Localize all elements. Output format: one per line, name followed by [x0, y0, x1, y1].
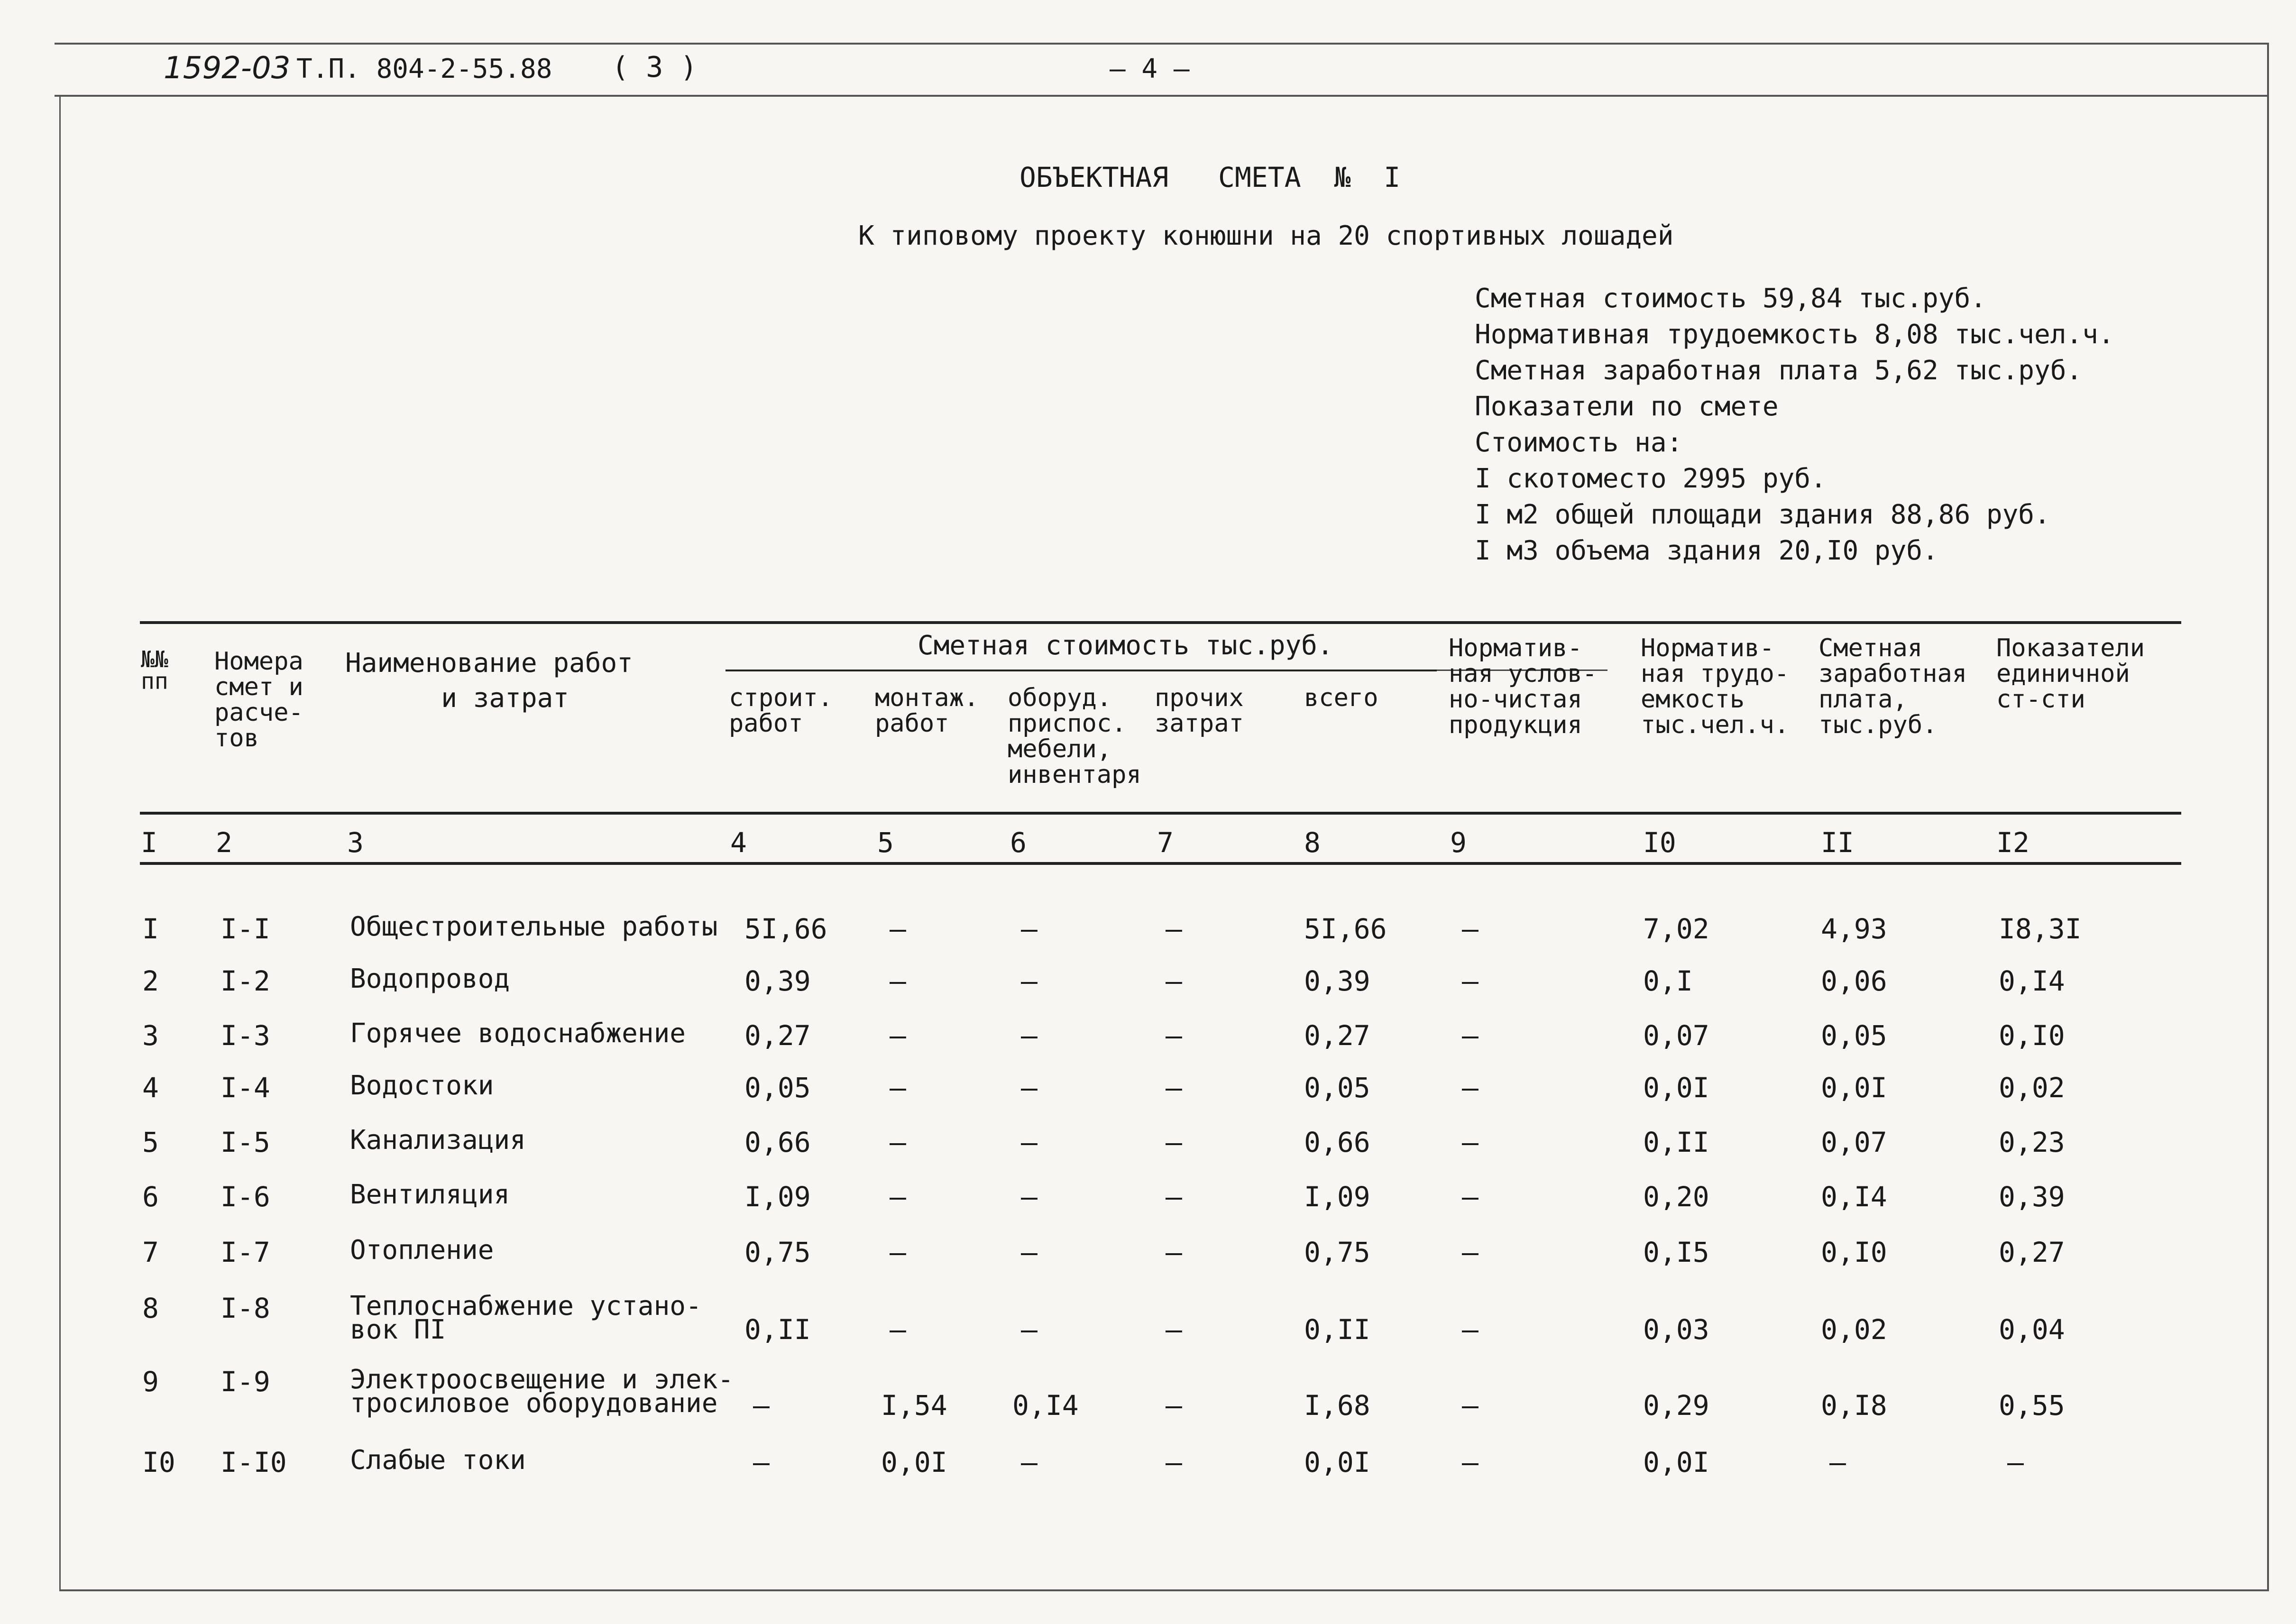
doc-code: Т.П. 804-2-55.88 — [296, 54, 552, 84]
value-cell: 0,0I — [1643, 1072, 1709, 1104]
group-header: Сметная стоимость тыс.руб. — [918, 630, 1333, 661]
column-number: I2 — [1996, 826, 2030, 859]
value-cell: – — [1166, 1236, 1182, 1268]
column-number: 2 — [216, 826, 232, 859]
value-cell: 0,06 — [1821, 965, 1887, 997]
value-cell: 0,02 — [1999, 1072, 2065, 1104]
value-cell: – — [1166, 913, 1182, 945]
frame-bottom-line — [59, 1589, 2269, 1591]
value-cell: – — [890, 965, 906, 997]
value-cell: – — [1462, 913, 1479, 945]
value-cell: 0,II — [1643, 1126, 1709, 1158]
value-cell: 0,07 — [1643, 1019, 1709, 1052]
frame-right-line — [2267, 43, 2269, 1591]
value-cell: 0,I0 — [1821, 1236, 1887, 1268]
value-cell: 0,I — [1643, 965, 1693, 997]
value-cell: 0,29 — [1643, 1389, 1709, 1422]
summary-line: Сметная заработная плата 5,62 тыс.руб. — [1475, 355, 2083, 386]
value-cell: – — [1021, 1313, 1038, 1346]
value-cell: I8,3I — [1999, 913, 2082, 945]
work-name: Вентиляция — [350, 1179, 510, 1210]
value-cell: 0,03 — [1643, 1313, 1709, 1346]
value-cell: – — [890, 1126, 906, 1158]
frame-left-line — [59, 95, 61, 1591]
value-cell: – — [1462, 965, 1479, 997]
estimate-number: I-3 — [220, 1019, 270, 1052]
work-name: Общестроительные работы — [350, 911, 718, 942]
value-cell: – — [1021, 1072, 1038, 1104]
value-cell: 5I,66 — [1304, 913, 1387, 945]
header-cell: строит. работ — [729, 684, 833, 738]
value-cell: – — [1166, 1313, 1182, 1346]
header-cell: прочих затрат — [1155, 684, 1244, 738]
value-cell: 0,II — [1304, 1313, 1370, 1346]
value-cell: – — [1021, 913, 1038, 945]
work-name: Водопровод — [350, 963, 510, 994]
value-cell: – — [890, 1019, 906, 1052]
value-cell: 0,39 — [1304, 965, 1370, 997]
value-cell: 4,93 — [1821, 913, 1887, 945]
header-cell: оборуд. приспос. мебели, инвентаря — [1008, 684, 1141, 789]
value-cell: – — [1166, 1072, 1182, 1104]
estimate-number: I-I — [220, 913, 270, 945]
estimate-number: I-7 — [220, 1236, 270, 1268]
row-number: I0 — [142, 1446, 175, 1478]
value-cell: – — [1462, 1181, 1479, 1213]
value-cell: 0,23 — [1999, 1126, 2065, 1158]
value-cell: 0,I8 — [1821, 1389, 1887, 1422]
header-cell: Наименование работ и затрат — [345, 648, 633, 714]
value-cell: – — [1021, 1446, 1038, 1478]
value-cell: I,09 — [744, 1181, 811, 1213]
estimate-number: I-5 — [220, 1126, 270, 1158]
value-cell: – — [1462, 1019, 1479, 1052]
page-number: — 4 — — [1110, 54, 1190, 84]
estimate-number: I-6 — [220, 1181, 270, 1213]
value-cell: 0,I5 — [1643, 1236, 1709, 1268]
value-cell: – — [1021, 1181, 1038, 1213]
row-number: 2 — [142, 965, 159, 997]
value-cell: – — [890, 1181, 906, 1213]
row-number: 9 — [142, 1366, 159, 1398]
value-cell: 7,02 — [1643, 913, 1709, 945]
summary-line: I скотоместо 2995 руб. — [1475, 463, 1827, 494]
value-cell: – — [1462, 1446, 1479, 1478]
column-number: 9 — [1450, 826, 1467, 859]
header-cell: всего — [1304, 684, 1378, 712]
value-cell: 0,20 — [1643, 1181, 1709, 1213]
value-cell: 0,05 — [1304, 1072, 1370, 1104]
value-cell: – — [1166, 1126, 1182, 1158]
value-cell: – — [1166, 1181, 1182, 1213]
column-number: 4 — [730, 826, 747, 859]
value-cell: – — [890, 1236, 906, 1268]
value-cell: – — [1462, 1389, 1479, 1422]
column-number: 8 — [1304, 826, 1321, 859]
value-cell: – — [753, 1446, 770, 1478]
summary-line: Нормативная трудоемкость 8,08 тыс.чел.ч. — [1475, 319, 2114, 350]
row-number: 6 — [142, 1181, 159, 1213]
column-number: II — [1821, 826, 1854, 859]
header-cell: Номера смет и расче- тов — [214, 647, 303, 752]
header-cell: Норматив- ная услов- но-чистая продукция — [1449, 634, 1598, 739]
work-name: Горячее водоснабжение — [350, 1018, 686, 1049]
value-cell: 0,55 — [1999, 1389, 2065, 1422]
header-cell: Сметная заработная плата, тыс.руб. — [1818, 634, 1967, 739]
row-number: 5 — [142, 1126, 159, 1158]
work-name: Слабые токи — [350, 1445, 526, 1476]
frame-header-line — [55, 95, 2269, 97]
value-cell: – — [1462, 1236, 1479, 1268]
value-cell: 0,0I — [1643, 1446, 1709, 1478]
value-cell: 0,05 — [744, 1072, 811, 1104]
summary-line: Показатели по смете — [1475, 391, 1779, 422]
value-cell: – — [1021, 965, 1038, 997]
row-number: 7 — [142, 1236, 159, 1268]
value-cell: 0,27 — [1304, 1019, 1370, 1052]
value-cell: – — [1021, 1019, 1038, 1052]
estimate-number: I-9 — [220, 1366, 270, 1398]
header-cell: №№ пп — [141, 646, 168, 695]
value-cell: – — [1021, 1126, 1038, 1158]
row-number: 3 — [142, 1019, 159, 1052]
value-cell: – — [1166, 1389, 1182, 1422]
value-cell: – — [1021, 1236, 1038, 1268]
album-number: ( 3 ) — [612, 51, 698, 84]
value-cell: 0,07 — [1821, 1126, 1887, 1158]
value-cell: – — [890, 1072, 906, 1104]
value-cell: – — [1462, 1072, 1479, 1104]
page-subtitle: К типовому проекту конюшни на 20 спортивных лошадей — [858, 220, 1674, 251]
header-cell: Показатели единичной ст-сти — [1996, 634, 2145, 714]
work-name: Водостоки — [350, 1070, 494, 1101]
value-cell: 0,27 — [744, 1019, 811, 1052]
work-name: Канализация — [350, 1125, 526, 1156]
column-number: I0 — [1643, 826, 1676, 859]
value-cell: 0,0I — [1821, 1072, 1887, 1104]
value-cell: 0,27 — [1999, 1236, 2065, 1268]
column-number: 7 — [1157, 826, 1174, 859]
row-number: 8 — [142, 1292, 159, 1324]
row-number: 4 — [142, 1072, 159, 1104]
value-cell: 0,66 — [744, 1126, 811, 1158]
column-number: 6 — [1010, 826, 1027, 859]
value-cell: – — [1166, 965, 1182, 997]
estimate-number: I-I0 — [220, 1446, 287, 1478]
header-bottom-rule — [140, 812, 2181, 815]
work-name: Отопление — [350, 1235, 494, 1266]
handwritten-number: 1592-03 — [164, 51, 291, 86]
value-cell: 0,0I — [1304, 1446, 1370, 1478]
value-cell: I,54 — [881, 1389, 947, 1422]
table-top-rule — [140, 621, 2181, 624]
summary-line: I м2 общей площади здания 88,86 руб. — [1475, 499, 2050, 530]
estimate-number: I-2 — [220, 965, 270, 997]
value-cell: I,09 — [1304, 1181, 1370, 1213]
group-header-rule — [726, 670, 1437, 671]
value-cell: 0,0I — [881, 1446, 947, 1478]
value-cell: 0,I4 — [1999, 965, 2065, 997]
value-cell: – — [890, 913, 906, 945]
page-title: ОБЪЕКТНАЯ СМЕТА № I — [1019, 161, 1401, 193]
estimate-number: I-4 — [220, 1072, 270, 1104]
value-cell: 0,I0 — [1999, 1019, 2065, 1052]
value-cell: – — [1829, 1446, 1846, 1478]
summary-line: I м3 объема здания 20,I0 руб. — [1475, 535, 1938, 566]
value-cell: I,68 — [1304, 1389, 1370, 1422]
value-cell: 0,04 — [1999, 1313, 2065, 1346]
column-number: 5 — [877, 826, 894, 859]
header-cell: монтаж. работ — [875, 684, 979, 738]
column-number: I — [141, 826, 157, 859]
header-cell: Норматив- ная трудо- емкость тыс.чел.ч. — [1641, 634, 1790, 739]
value-cell: 0,I4 — [1821, 1181, 1887, 1213]
value-cell: – — [1166, 1446, 1182, 1478]
value-cell: 0,05 — [1821, 1019, 1887, 1052]
value-cell: – — [2007, 1446, 2024, 1478]
value-cell: 0,75 — [1304, 1236, 1370, 1268]
summary-line: Стоимость на: — [1475, 427, 1683, 458]
value-cell: 0,39 — [744, 965, 811, 997]
value-cell: – — [1462, 1313, 1479, 1346]
value-cell: 5I,66 — [744, 913, 827, 945]
value-cell: 0,I4 — [1012, 1389, 1079, 1422]
value-cell: – — [1462, 1126, 1479, 1158]
value-cell: – — [753, 1389, 770, 1422]
value-cell: 0,02 — [1821, 1313, 1887, 1346]
value-cell: 0,75 — [744, 1236, 811, 1268]
value-cell: – — [890, 1313, 906, 1346]
work-name: Теплоснабжение устано- вок ПI — [350, 1291, 702, 1345]
column-number: 3 — [347, 826, 364, 859]
value-cell: 0,66 — [1304, 1126, 1370, 1158]
value-cell: 0,39 — [1999, 1181, 2065, 1213]
frame-top-line — [55, 43, 2269, 45]
work-name: Электроосвещение и элек- тросиловое оборудование — [350, 1364, 734, 1419]
value-cell: – — [1166, 1019, 1182, 1052]
summary-line: Сметная стоимость 59,84 тыс.руб. — [1475, 283, 1986, 314]
column-numbers-rule — [140, 862, 2181, 865]
row-number: I — [142, 913, 159, 945]
estimate-number: I-8 — [220, 1292, 270, 1324]
value-cell: 0,II — [744, 1313, 811, 1346]
